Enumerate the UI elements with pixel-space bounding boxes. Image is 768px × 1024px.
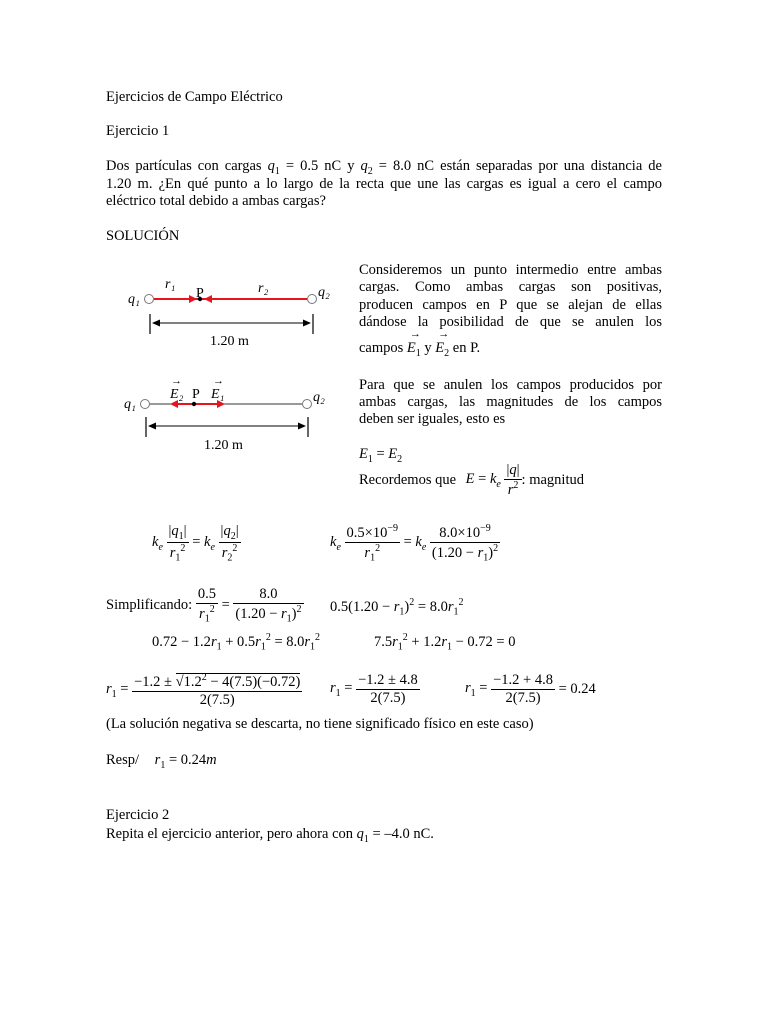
para2-line-3: deben ser iguales, esto es (359, 411, 506, 427)
recall-formula: Recordemos que $E = k_e$ $\frac{|q|}{r^2}$ : magnitud (359, 462, 584, 498)
equation-simplified: Simplificando: $\frac{0.5}{r_1^2}$ = $\frac{8.0}{(1.20 - r_1)^2}$ (106, 586, 302, 625)
para2-line-2: ambas cargas, las magnitudes de los campos (359, 394, 662, 410)
recall-label: Recordemos que (359, 471, 457, 488)
para1-line-1: Consideremos un punto intermedio entre ambas (359, 262, 662, 278)
equation-substituted: $k_e$ $\frac{0.5\times 10^{-9}}{r_1^2}$ = $k_e$ $\frac{8.0\times 10^{-9}}{(1.20 - r_1)^2}$ (330, 523, 499, 564)
charges-diagram-2 (118, 374, 343, 456)
label-q1: q₁ (128, 292, 140, 307)
negative-solution-note: (La solución negativa se descarta, no tiene significado físico en este caso) (106, 716, 534, 732)
simplificando-label: Simplificando: (106, 596, 193, 613)
charge-q2-circle (303, 400, 312, 409)
distance-label: 1.20 m (204, 438, 243, 453)
dimension-arrow-left (148, 423, 156, 430)
problem-line-1: Dos partículas con cargas $q_1 = 0.5$ nC y $q_2 = 8.0$ nC están separadas por una distancia de (106, 158, 662, 177)
equation-expanded-2: $0.72 - 1.2r_1 + 0.5r_1^2 = 8.0r_1^2$ (152, 632, 321, 653)
equation-roots: $r_1$ = $\frac{-1.2 \pm 4.8}{2(7.5)}$ (330, 672, 418, 706)
label-p: P (196, 286, 204, 301)
document-title: Ejercicios de Campo Eléctrico (106, 89, 283, 105)
distance-label: 1.20 m (210, 334, 249, 349)
dimension-arrow-right (303, 320, 311, 327)
equation-positive-root: $r_1$ = $\frac{-1.2 + 4.8}{2(7.5)}$ = 0.24 (465, 672, 596, 706)
charge-q1-circle (141, 400, 150, 409)
answer-label: Resp/ (106, 752, 140, 768)
label-r1: r₁ (165, 277, 176, 292)
charge-q2-circle (308, 295, 317, 304)
label-r2: r₂ (258, 281, 269, 296)
para2-line-1: Para que se anulen los campos producidos por (359, 377, 662, 393)
label-q2: q₂ (313, 390, 325, 405)
equation-e1-equals-e2: $E_1 = E_2$ (359, 446, 403, 465)
equation-quadratic-formula: $r_1$ = $\frac{-1.2 \pm √1.2^2 - 4(7.5)(-0.72)}{2(7.5)}$ (106, 672, 301, 708)
vector-arrow-e1-icon: → (213, 375, 224, 387)
exercise-2-text: Repita el ejercicio anterior, pero ahora con $q_1 = -4.0$ nC. (106, 826, 434, 845)
charges-diagram-1 (120, 272, 340, 352)
label-q1: q₁ (124, 397, 136, 412)
point-p-dot (192, 402, 196, 406)
magnitud-label: : magnitud (521, 471, 584, 488)
arrow-head-r2 (204, 295, 212, 303)
label-q2: q₂ (318, 285, 330, 300)
charge-q1-circle (145, 295, 154, 304)
equation-quadratic: $7.5r_1^2 + 1.2r_1 - 0.72 = 0$ (374, 632, 516, 653)
para1-line-5: campos → $E_1$ y → $E_2$ en P. (359, 328, 481, 359)
dimension-arrow-right (298, 423, 306, 430)
problem-line-2: 1.20 m. ¿En qué punto a lo largo de la recta que une las cargas es igual a cero el campo (106, 176, 662, 192)
exercise-1-heading: Ejercicio 1 (106, 123, 170, 139)
label-e1: E₁ (211, 387, 225, 402)
label-e2: E₂ (170, 387, 184, 402)
para1-line-4: dándose la posibilidad de que se anulen los (359, 314, 662, 330)
equation-expanded-1: $0.5(1.20 - r_1)^2 = 8.0r_1^2$ (330, 597, 464, 618)
para1-line-3: producen campos en P que se alejan de ellas (359, 297, 662, 313)
problem-line-3: eléctrico total debido a ambas cargas? (106, 193, 326, 209)
equation-magnitudes-equal: $k_e$ $\frac{|q_1|}{r_1^2}$ = $k_e$ $\frac{|q_2|}{r_2^2}$ (152, 523, 239, 564)
answer: Resp/ $r_1 = 0.24m$ (106, 752, 217, 771)
vector-arrow-e2-icon: → (171, 375, 182, 387)
dimension-arrow-left (152, 320, 160, 327)
solution-heading: SOLUCIÓN (106, 228, 180, 244)
label-p: P (192, 387, 200, 402)
exercise-2-heading: Ejercicio 2 (106, 807, 170, 823)
para1-line-2: cargas. Como ambas cargas son positivas, (359, 279, 662, 295)
